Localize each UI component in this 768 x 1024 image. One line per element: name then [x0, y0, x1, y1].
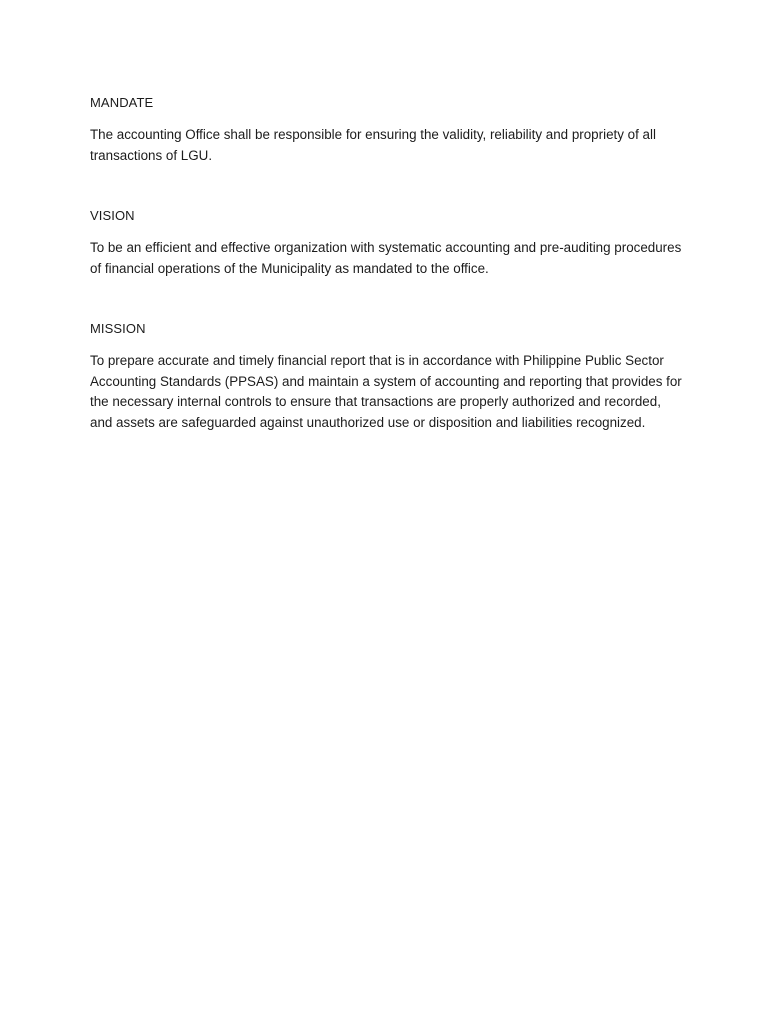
vision-section	[90, 207, 682, 279]
vision-heading: VISION	[90, 208, 135, 223]
mandate-section	[90, 94, 682, 166]
mandate-heading: MANDATE	[90, 95, 154, 110]
mission-text: To prepare accurate and timely financial report that is in accordance with Philippine Public Sector Accounting Standards (PPSAS) and maintain a system of accounting and reporting that provides for the necessary internal controls to ensure that transactions are properly authorized and recorded, and assets are safeguarded against unauthorized use or disposition and liabilities recognized.	[90, 353, 682, 430]
mission-heading: MISSION	[90, 321, 146, 336]
mandate-text: The accounting Office shall be responsible for ensuring the validity, reliability and propriety of all transactions of LGU.	[90, 127, 656, 163]
mission-section	[90, 320, 682, 433]
vision-text: To be an efficient and effective organization with systematic accounting and pre-auditing procedures of financial operations of the Municipality as mandated to the office.	[90, 240, 682, 276]
